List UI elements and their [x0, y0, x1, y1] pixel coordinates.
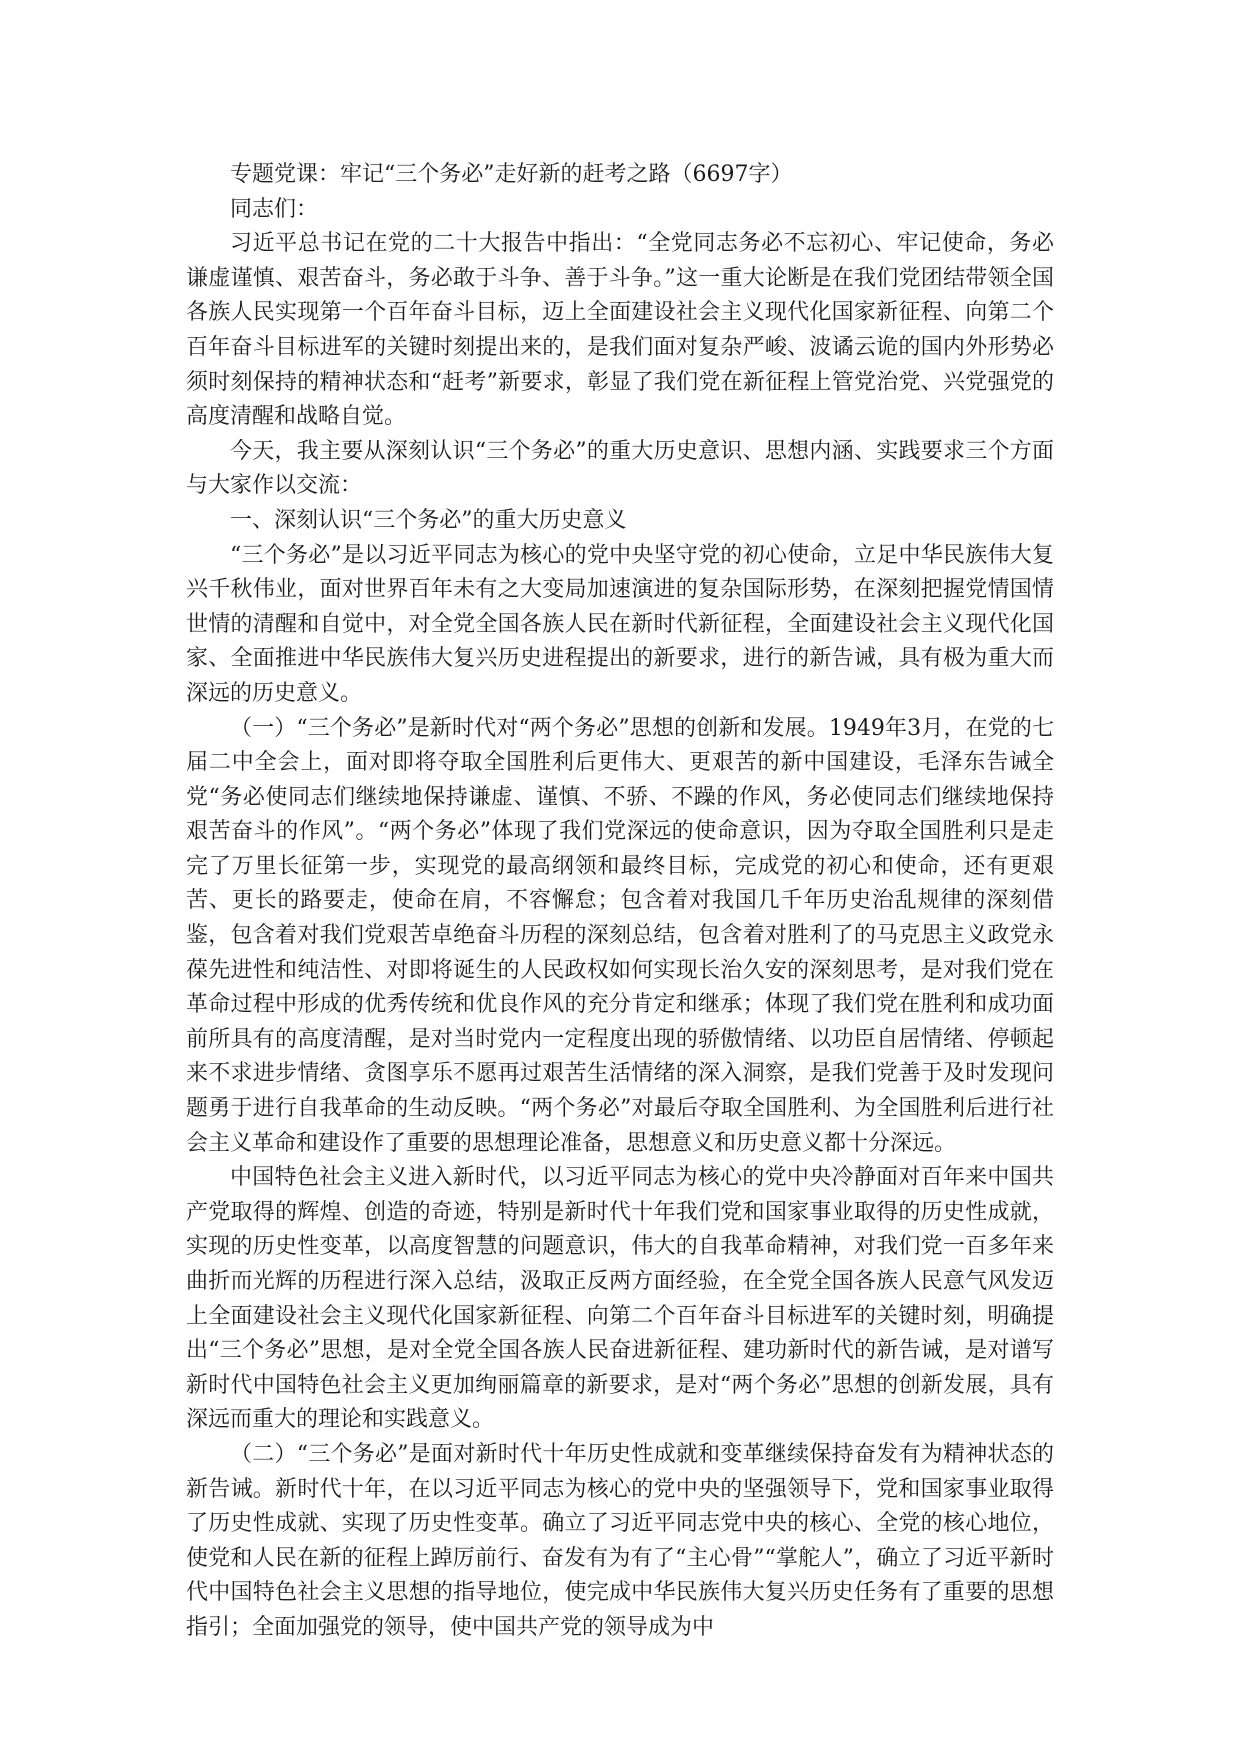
- paragraph-subsection-1: （一）“三个务必”是新时代对“两个务必”思想的创新和发展。1949年3月，在党的七届二中全会上，面对即将夺取全国胜利后更伟大、更艰苦的新中国建设，毛泽东告诫全党“务必使同志们继续地保持谦虚、谨慎、不骄、不躁的作风，务必使同志们继续地保持艰苦奋斗的作风”。“两个务必”体现了我们党深远的使命意识，因为夺取全国胜利只是走完了万里长征第一步，实现党的最高纲领和最终目标，完成党的初心和使命，还有更艰苦、更长的路要走，使命在肩，不容懈怠；包含着对我国几千年历史治乱规律的深刻借鉴，包含着对我们党艰苦卓绝奋斗历程的深刻总结，包含着对胜利了的马克思主义政党永葆先进性和纯洁性、对即将诞生的人民政权如何实现长治久安的深刻思考，是对我们党在革命过程中形成的优秀传统和优良作风的充分肯定和继承；体现了我们党在胜利和成功面前所具有的高度清醒，是对当时党内一定程度出现的骄傲情绪、以功臣自居情绪、停顿起来不求进步情绪、贪图享乐不愿再过艰苦生活情绪的深入洞察，是我们党善于及时发现问题勇于进行自我革命的生动反映。“两个务必”对最后夺取全国胜利、为全国胜利后进行社会主义革命和建设作了重要的思想理论准备，思想意义和历史意义都十分深远。: [186, 715, 1054, 1156]
- paragraph-new-era: 中国特色社会主义进入新时代，以习近平同志为核心的党中央冷静面对百年来中国共产党取得的辉煌、创造的奇迹，特别是新时代十年我们党和国家事业取得的历史性成就，实现的历史性变革，以高度智慧的问题意识，伟大的自我革命精神，对我们党一百多年来曲折而光辉的历程进行深入总结，汲取正反两方面经验，在全党全国各族人民意气风发迈上全面建设社会主义现代化国家新征程、向第二个百年奋斗目标进军的关键时刻，明确提出“三个务必”思想，是对全党全国各族人民奋进新征程、建功新时代的新告诫，是对谱写新时代中国特色社会主义更加绚丽篇章的新要求，是对“两个务必”思想的创新发展，具有深远而重大的理论和实践意义。: [186, 1165, 1054, 1433]
- document-title: 专题党课：牢记“三个务必”走好新的赶考之路（6697字）: [230, 162, 793, 187]
- salutation: 同志们：: [230, 196, 319, 222]
- paragraph-section-1-intro: “三个务必”是以习近平同志为核心的党中央坚守党的初心使命，立足中华民族伟大复兴千秋伟业，面对世界百年未有之大变局加速演进的复杂国际形势，在深刻把握党情国情世情的清醒和自觉中，对全党全国各族人民在新时代新征程，全面建设社会主义现代化国家、全面推进中华民族伟大复兴历史进程提出的新要求，进行的新告诫，具有极为重大而深远的历史意义。: [186, 542, 1054, 706]
- section-heading-1: 一、深刻认识“三个务必”的重大历史意义: [230, 507, 627, 533]
- paragraph-outline: 今天，我主要从深刻认识“三个务必”的重大历史意识、思想内涵、实践要求三个方面与大家作以交流：: [186, 438, 1054, 499]
- paragraph-intro: 习近平总书记在党的二十大报告中指出：“全党同志务必不忘初心、牢记使命，务必谦虚谨慎、艰苦奋斗，务必敢于斗争、善于斗争。”这一重大论断是在我们党团结带领全国各族人民实现第一个百年奋斗目标，迈上全面建设社会主义现代化国家新征程、向第二个百年奋斗目标进军的关键时刻提出来的，是我们面对复杂严峻、波谲云诡的国内外形势必须时刻保持的精神状态和“赶考”新要求，彰显了我们党在新征程上管党治党、兴党强党的高度清醒和战略自觉。: [186, 231, 1054, 430]
- paragraph-subsection-2: （二）“三个务必”是面对新时代十年历史性成就和变革继续保持奋发有为精神状态的新告诫。新时代十年，在以习近平同志为核心的党中央的坚强领导下，党和国家事业取得了历史性成就、实现了历史性变革。确立了习近平同志党中央的核心、全党的核心地位，使党和人民在新的征程上踔厉前行、奋发有为有了“主心骨”“掌舵人”，确立了习近平新时代中国特色社会主义思想的指导地位，使完成中华民族伟大复兴历史任务有了重要的思想指引；全面加强党的领导，使中国共产党的领导成为中: [186, 1441, 1054, 1640]
- document-body: [186, 158, 1054, 1646]
